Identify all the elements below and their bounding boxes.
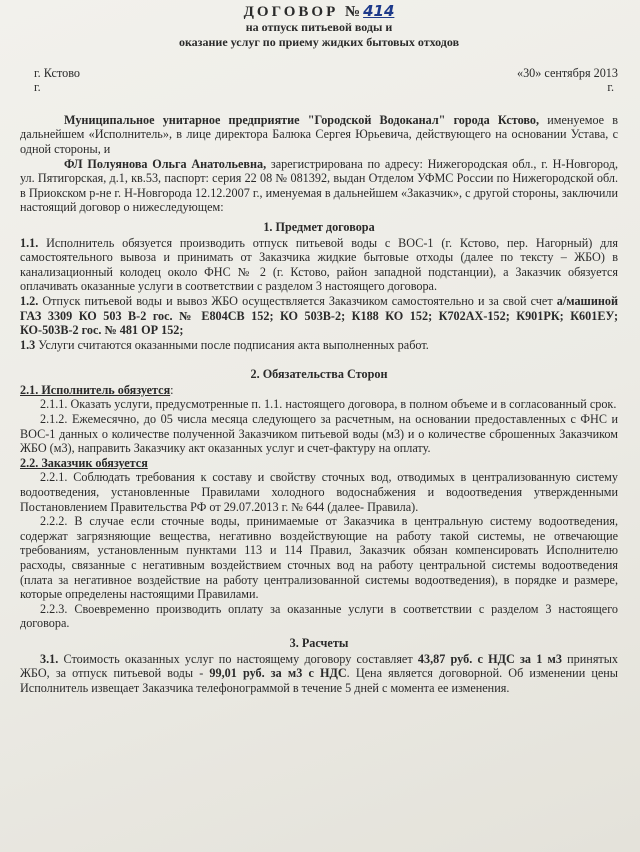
clause-2-2-3: 2.2.3. Своевременно производить оплату за оказанные услуги в соответствии с разделом 3 настоящего договора. [20,601,618,631]
subtitle-line-1: на отпуск питьевой воды и [245,19,393,34]
section-2-title: 2. Обязательства Сторон [250,367,388,382]
price-zhbo: 43,87 руб. с НДС за 1 м3 [417,651,562,666]
contract-number-handwritten: 414 [363,2,395,20]
clause-2-2-heading: 2.2. Заказчик обязуется [20,455,148,470]
date-suffix: г. [607,80,614,95]
section-1-title: 1. Предмет договора [263,219,375,234]
clause-2-1-2: 2.1.2. Ежемесячно, до 05 числа месяца следующего за расчетным, на основании предоставленных с ФНС и ВОС-1 данных о количестве полученной Заказчиком питьевой воды (м3) и о количестве сброшенных Заказчиком ЖБО (м3), направить Заказчику акт оказанных услуг и счет-фактуру на оплату. [20,412,618,456]
party-2-text: зарегистрирована по адресу: Нижегородская обл., г. Н-Новгород, ул. Пятигорская, д.1, кв.53, паспорт: серия 22 08 № 081392, выдан Отделом УФМС России по Нижегородской обл. в Приокском р-не г. Н-Новгорода 12.12.2007 г., именуемая в дальнейшем «Заказчик», с другой стороны, заключили настоящий договор о нижеследующем: [20,156,619,215]
document-title [20,4,618,20]
place-date-row-2 [20,80,618,95]
vehicle-list: а/машиной ГАЗ 3309 КО 503 В-2 гос. № Е804СВ 152; КО 503В-2; К188 КО 152; К702АХ-152; К901РК; К601ЕУ; КО-503В-2 гос. № 481 ОР 152; [20,293,619,338]
section-3-title: 3. Расчеты [289,635,349,650]
party-2 [20,157,618,215]
clause-3-1: 3.1. Стоимость оказанных услуг по настоящему договору составляет 43,87 руб. с НДС за 1 м3 принятых ЖБО, за отпуск питьевой воды - 99,01 руб. за м3 с НДС. Цена является договорной. Об изменении цены Исполнитель извещает Заказчика телефонограммой в течение 5 дней с момента ее изменения. [20,651,619,695]
clause-2-1-1: 2.1.1. Оказать услуги, предусмотренные п. 1.1. настоящего договора, в полном объеме и в согласованный срок. [40,397,617,412]
title-prefix: ДОГОВОР № [243,4,364,20]
city: г. Кстово [34,65,80,80]
clause-2-1-heading: 2.1. Исполнитель обязуется: [20,382,174,397]
subtitle-line-2: оказание услуг по приему жидких бытовых отходов [178,34,460,49]
party-1-text: именуемое в дальнейшем «Исполнитель», в лице директора Балюка Сергея Юрьевича, действующего на основании Устава, с одной стороны, и [20,112,619,156]
party-1 [20,113,618,157]
party-1-name: Муниципальное унитарное предприятие "Городской Водоканал" города Кстово, [64,112,540,127]
clause-1-1: 1.1. Исполнитель обязуется производить отпуск питьевой воды с ВОС-1 (г. Кстово, пер. Нагорный) для самостоятельного вывоза и принимать от Заказчика жидкие бытовые отходы (далее по тексту – ЖБО) в канализационный колодец около ФНС № 2 (г. Кстово, район западной подстанции), а Заказчик обязуется оплачивать оказанные услуги в соответствии с разделом 3 настоящего договора. [20,235,618,294]
clause-2-2-1: 2.2.1. Соблюдать требования к составу и свойству сточных вод, отводимых в централизованную систему водоотведения, установленные Правилами холодного водоснабжения и водоотведения утвержденными Постановлением Правительства РФ от 29.07.2013 г. № 644 (далее- Правила). [20,470,618,514]
price-water: 99,01 руб. за м3 с НДС [209,666,347,681]
clause-1-2: 1.2. Отпуск питьевой воды и вывоз ЖБО осуществляется Заказчиком самостоятельно и за свой счет а/машиной ГАЗ 3309 КО 503 В-2 гос. № Е804СВ 152; КО 503В-2; К188 КО 152; К702АХ-152; К901РК; К601ЕУ; КО-503В-2 гос. № 481 ОР 152; [20,293,619,338]
clause-1-3: 1.3 Услуги считаются оказанными после подписания акта выполненных работ. [20,337,429,352]
clause-2-2-2: 2.2.2. В случае если сточные воды, принимаемые от Заказчика в центральную систему водоотведения, содержат загрязняющие вещества, негативно воздействующие на работу такой системы, не отвечающие требованиям, установленным пунктами 113 и 114 Правил, Заказчик обязан компенсировать Исполнителю расходы, связанные с негативным воздействием сточных вод на работу центральной системы водоотведения (плата за негативное воздействие на работу централизованной системы водоотведения), в порядке и размере, которые определены настоящими Правилами. [20,514,618,602]
city-suffix: г. [34,80,41,95]
place-date-row [20,66,618,81]
contract-date: «30» сентября 2013 [516,65,618,80]
party-2-name: ФЛ Полуянова Ольга Анатольевна, [64,156,267,171]
